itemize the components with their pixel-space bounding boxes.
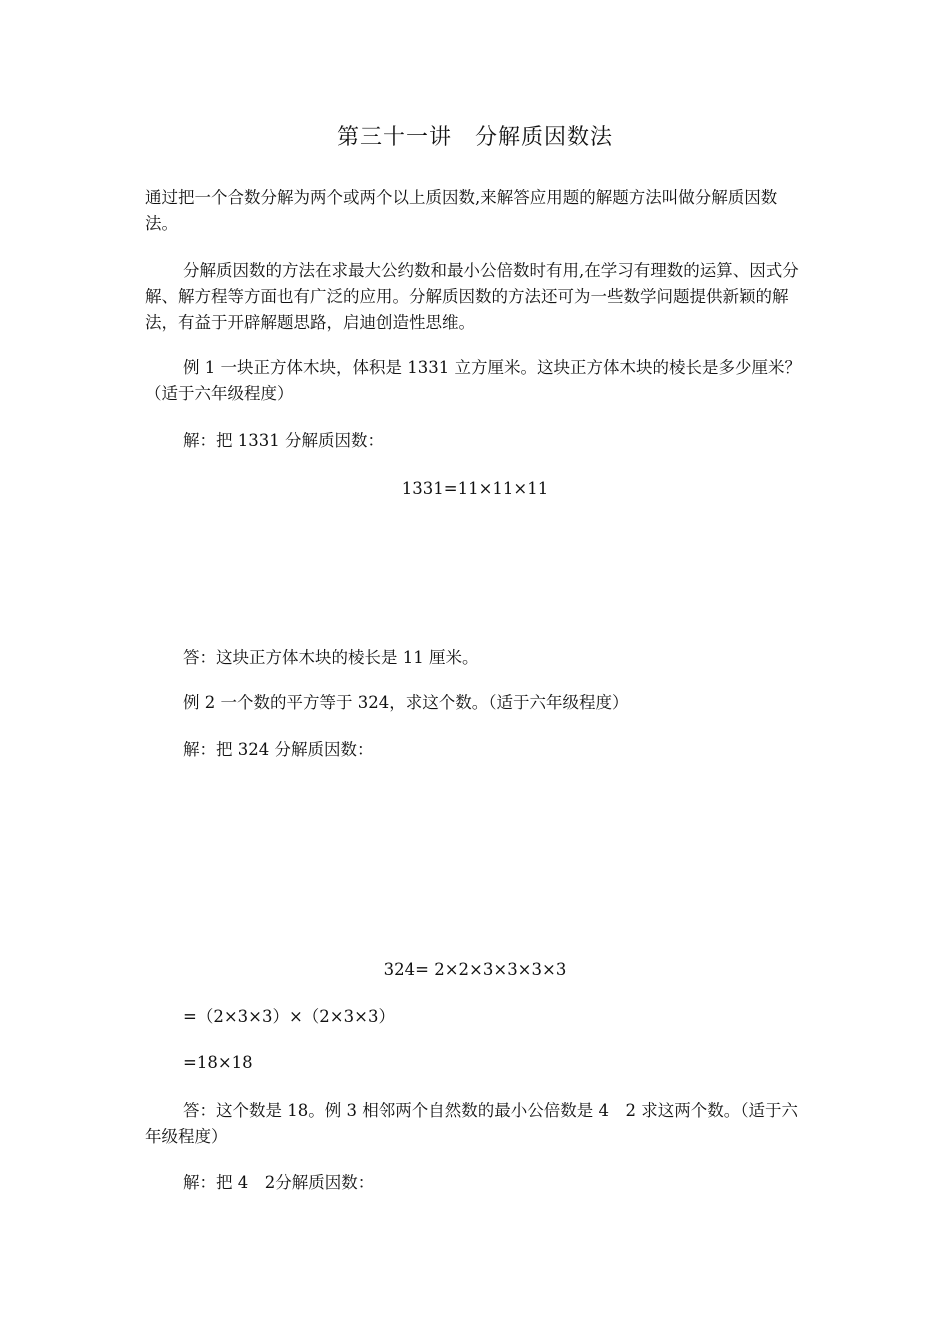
- example-1-solution-intro: 解：把 1331 分解质因数：: [183, 431, 384, 450]
- example-2-equation: 324= 2×2×3×3×3×3: [383, 960, 567, 979]
- intro-paragraph: 通过把一个合数分解为两个或两个以上质因数,来解答应用题的解题方法叫做分解质因数法。: [145, 188, 778, 233]
- example-2-step-2: =18×18: [183, 1053, 253, 1072]
- example-2-question: 例 2 一个数的平方等于 324，求这个数。（适于六年级程度）: [183, 693, 629, 712]
- page-title: 第三十一讲 分解质因数法: [336, 125, 613, 150]
- example-3-solution-intro: 解：把 4 2分解质因数：: [183, 1173, 375, 1192]
- method-paragraph: 分解质因数的方法在求最大公约数和最小公倍数时有用,在学习有理数的运算、因式分解、解方程等方面也有广泛的应用。分解质因数的方法还可为一些数学问题提供新颖的解法，有益于开辟解题思路，启迪创造性思维。: [145, 261, 799, 332]
- example-1-equation: 1331=11×11×11: [401, 479, 549, 498]
- example-2-answer-and-example-3: 答：这个数是 18。例 3 相邻两个自然数的最小公倍数是 4 2 求这两个数。（适于六年级程度）: [145, 1101, 798, 1146]
- example-2-step-1: =（2×3×3）×（2×3×3）: [183, 1007, 395, 1026]
- example-1-question: 例 1 一块正方体木块，体积是 1331 立方厘米。这块正方体木块的棱长是多少厘米？（适于六年级程度）: [145, 358, 801, 403]
- example-2-solution-intro: 解：把 324 分解质因数：: [183, 740, 374, 759]
- example-1-answer: 答：这块正方体木块的棱长是 11 厘米。: [183, 648, 479, 667]
